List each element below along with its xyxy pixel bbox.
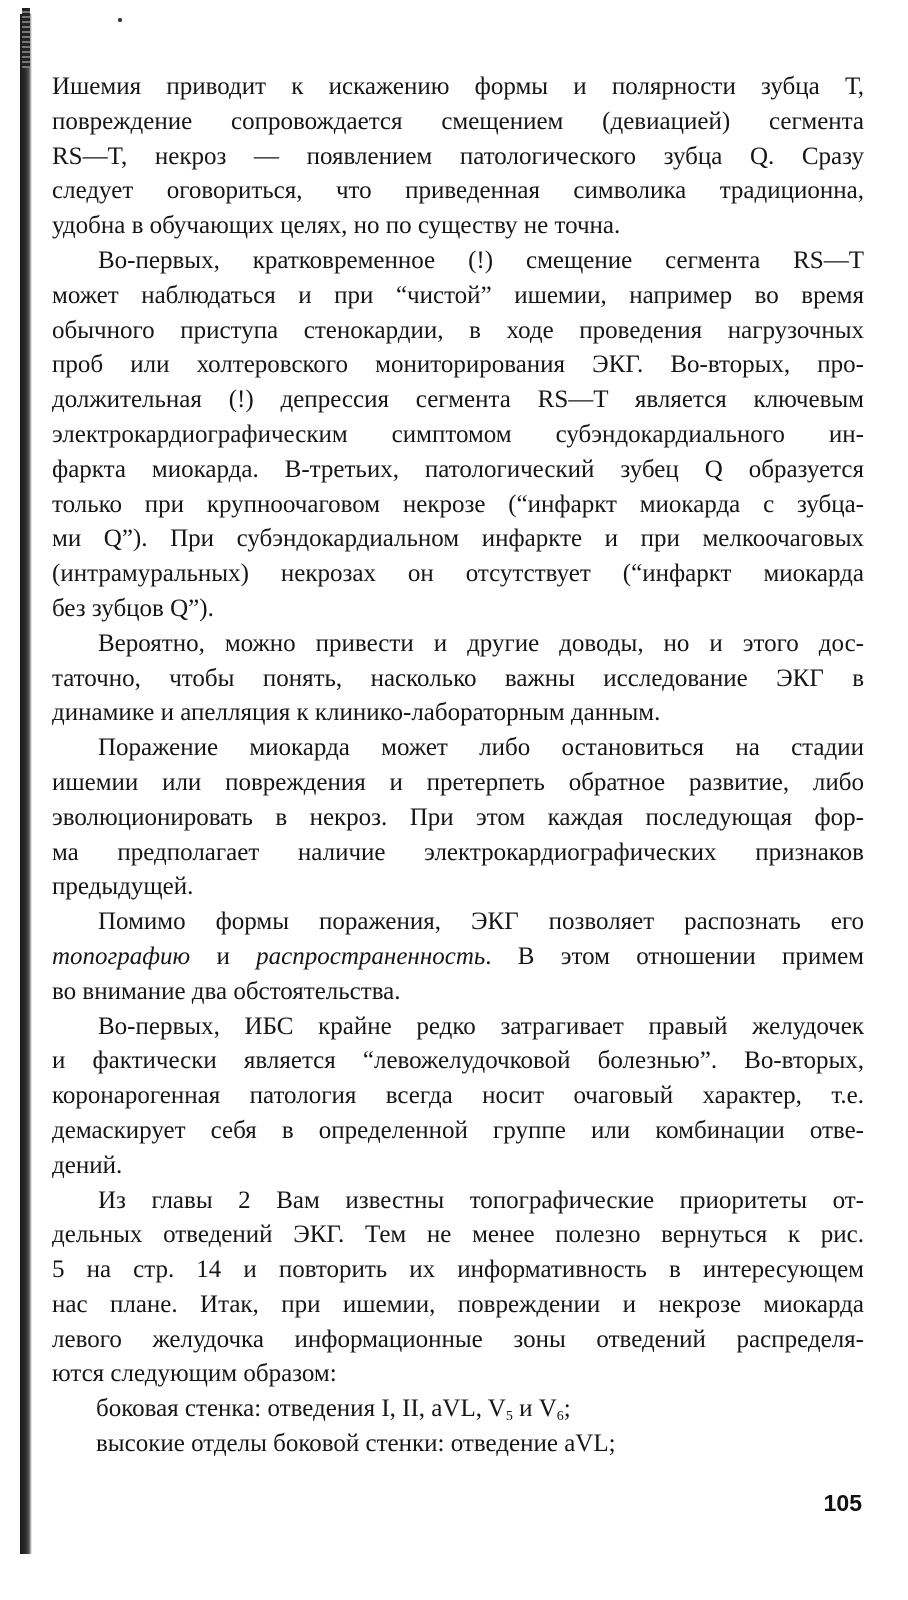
text-line: может наблюдаться и при “чистой” ишемии, например во время: [52, 281, 864, 309]
text-line: дельных отведений ЭКГ. Тем не менее полезно вернуться к рис.: [52, 1221, 864, 1249]
subscript: 6: [556, 1409, 564, 1425]
text-line: левого желудочка информационные зоны отведений распределя-: [52, 1325, 864, 1353]
text-fragment: и: [190, 942, 257, 970]
text-line: Из главы 2 Вам известны топографические приоритеты от-: [98, 1186, 864, 1214]
text-line: дений.: [52, 1151, 123, 1179]
text-line: и фактически является “левожелудочковой болезнью”. Во-вторых,: [52, 1047, 864, 1075]
paragraph-4: [52, 731, 864, 905]
list-item-text: боковая стенка: отведения I, II, aVL, V: [96, 1395, 506, 1423]
scan-speck: [118, 18, 122, 22]
text-line: только при крупноочаговом некрозе (“инфаркт миокарда с зубца-: [52, 490, 864, 518]
list-item-text: и V: [512, 1395, 557, 1423]
subscript: 5: [505, 1409, 513, 1425]
page-body: [52, 70, 864, 1462]
list-item-lateral-wall: [52, 1392, 864, 1427]
text-line: ишемии или повреждения и претерпеть обратное развитие, либо: [52, 768, 864, 796]
text-line: коронарогенная патология всегда носит очаговый характер, т.е.: [52, 1082, 864, 1110]
paragraph-3: [52, 627, 864, 731]
text-line: динамике и апелляция к клинико-лабораторным данным.: [52, 699, 661, 727]
italic-term-topography: топографию: [52, 942, 191, 970]
text-line: таточно, чтобы понять, насколько важны исследование ЭКГ в: [52, 664, 864, 692]
scan-binding-edge: [20, 14, 32, 1554]
text-line: повреждение сопровождается смещением (девиацией) сегмента: [52, 107, 864, 135]
text-line: без зубцов Q”).: [52, 594, 214, 622]
text-line: ми Q”). При субэндокардиальном инфаркте и при мелкоочаговых: [52, 525, 864, 553]
italic-term-extent: распространенность: [256, 942, 486, 970]
paragraph-6: [52, 1010, 864, 1184]
paragraph-5: [52, 905, 864, 1009]
text-fragment: . В этом отношении примем: [485, 942, 864, 970]
text-line: Поражение миокарда может либо остановиться на стадии: [98, 734, 864, 762]
text-line: эволюционировать в некроз. При этом каждая последующая фор-: [52, 803, 864, 831]
text-line: удобна в обучающих целях, но по существу не точна.: [52, 212, 621, 240]
paragraph-2: [52, 244, 864, 627]
text-line-mixed: [52, 940, 864, 975]
text-line: (интрамуральных) некрозах он отсутствует (“инфаркт миокарда: [52, 560, 864, 588]
page-number: 105: [823, 1490, 862, 1516]
text-line: RS—T, некроз — появлением патологического зубца Q. Сразу: [52, 142, 864, 170]
text-line: Во-первых, кратковременное (!) смещение сегмента RS—T: [98, 246, 864, 274]
text-line: предыдущей.: [52, 873, 194, 901]
text-line: во внимание два обстоятельства.: [52, 977, 401, 1005]
text-line: Вероятно, можно привести и другие доводы, но и этого дос-: [98, 629, 864, 657]
lead-list: [52, 1392, 864, 1462]
scan-binding-edge-top: [22, 8, 30, 68]
text-line: ются следующим образом:: [52, 1360, 337, 1388]
text-line: Помимо формы поражения, ЭКГ позволяет распознать его: [98, 908, 864, 936]
text-line: Во-первых, ИБС крайне редко затрагивает правый желудочек: [98, 1012, 864, 1040]
text-line: демаскирует себя в определенной группе или комбинации отве-: [52, 1116, 864, 1144]
text-line: фаркта миокарда. В-третьих, патологический зубец Q образуется: [52, 455, 864, 483]
text-line: нас плане. Итак, при ишемии, повреждении и некрозе миокарда: [52, 1290, 864, 1318]
text-line: 5 на стр. 14 и повторить их информативность в интересующем: [52, 1256, 864, 1284]
list-item-text: ;: [563, 1395, 571, 1423]
text-line: следует оговориться, что приведенная символика традиционна,: [52, 177, 864, 205]
paragraph-1: [52, 70, 864, 244]
text-line: обычного приступа стенокардии, в ходе проведения нагрузочных: [52, 316, 864, 344]
text-line: проб или холтеровского мониторирования ЭКГ. Во-вторых, про-: [52, 351, 864, 379]
text-line: ма предполагает наличие электрокардиографических признаков: [52, 838, 864, 866]
text-line: Ишемия приводит к искажению формы и полярности зубца Т,: [52, 73, 864, 100]
text-line: электрокардиографическим симптомом субэндокардиального ин-: [52, 420, 864, 448]
list-item-high-lateral-wall: высокие отделы боковой стенки: отведение aVL;: [96, 1430, 616, 1458]
text-line: должительная (!) депрессия сегмента RS—T является ключевым: [52, 386, 864, 414]
paragraph-7: [52, 1184, 864, 1393]
